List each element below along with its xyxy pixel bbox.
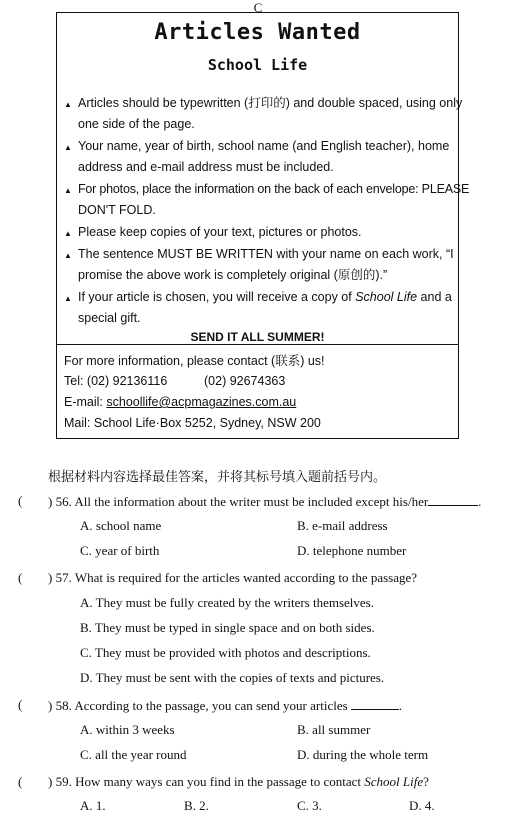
question-text: 59. How many ways can you find in the passage to contact <box>55 774 365 789</box>
option-d[interactable]: D. during the whole term <box>297 747 429 762</box>
mail-address-line: Mail: School Life·Box 5252, Sydney, NSW 200 <box>64 416 321 430</box>
answer-paren-open: ( <box>18 774 23 789</box>
triangle-bullet-icon: ▲ <box>64 100 72 109</box>
section-letter: C <box>253 0 263 15</box>
rule-line: one side of the page. <box>78 117 195 131</box>
triangle-bullet-icon: ▲ <box>64 294 72 303</box>
answer-blank[interactable] <box>428 493 478 506</box>
option-a[interactable]: A. school name <box>80 518 162 533</box>
question-56 <box>48 493 481 510</box>
notice-divider <box>56 344 459 345</box>
email-line <box>64 395 296 409</box>
rule-text: If your article is chosen, you will receive a copy of <box>78 290 356 304</box>
option-c[interactable]: C. They must be provided with photos and descriptions. <box>80 645 371 660</box>
question-text: 57. What is required for the articles wanted according to the passage? <box>55 570 418 585</box>
notice-title: Articles Wanted <box>154 20 361 45</box>
rule-line: address and e-mail address must be included. <box>78 160 334 174</box>
option-c[interactable]: C. all the year round <box>80 747 187 762</box>
option-c[interactable]: C. year of birth <box>80 543 160 558</box>
triangle-bullet-icon: ▲ <box>64 251 72 260</box>
question-trail: . <box>398 698 403 713</box>
option-b[interactable]: B. They must be typed in single space and on both sides. <box>80 620 375 635</box>
triangle-bullet-icon: ▲ <box>64 229 72 238</box>
answer-blank[interactable] <box>351 697 399 710</box>
rule-line: Articles should be typewritten (打印的) and double spaced, using only <box>78 96 463 110</box>
question-57 <box>48 570 417 586</box>
triangle-bullet-icon: ▲ <box>64 186 72 195</box>
option-b[interactable]: B. 2. <box>184 798 209 813</box>
telephone-line-2: (02) 92674363 <box>204 374 286 388</box>
answer-paren-open: ( <box>18 697 23 712</box>
option-d[interactable]: D. They must be sent with the copies of texts and pictures. <box>80 670 385 685</box>
option-b[interactable]: B. e-mail address <box>297 518 388 533</box>
rule-line: For photos, place the information on the back of each envelope: PLEASE <box>78 182 470 196</box>
question-text: 56. All the information about the writer must be included except his/her <box>55 494 429 509</box>
rule-line: Your name, year of birth, school name (and English teacher), home <box>78 139 450 153</box>
rule-line: Please keep copies of your text, pictures or photos. <box>78 225 362 239</box>
answer-paren-open: ( <box>18 493 23 508</box>
question-text: 58. According to the passage, you can send your articles <box>55 698 348 713</box>
notice-subtitle: School Life <box>207 56 308 74</box>
option-b[interactable]: B. all summer <box>297 722 371 737</box>
telephone-line-1: Tel: (02) 92136116 <box>64 374 168 388</box>
triangle-bullet-icon: ▲ <box>64 143 72 152</box>
question-59 <box>48 774 429 790</box>
rule-line: promise the above work is completely original (原创的).” <box>78 268 388 282</box>
instruction-text: 根据材料内容选择最佳答案，并将其标号填入题前括号内。 <box>48 469 387 484</box>
rule-text: and a <box>417 290 452 304</box>
option-d[interactable]: D. 4. <box>409 798 435 813</box>
email-label: E-mail: <box>64 395 107 409</box>
answer-paren-close: ) <box>48 774 53 789</box>
question-trail: . <box>478 494 482 509</box>
question-trail: ? <box>423 774 429 789</box>
option-a[interactable]: A. They must be fully created by the writers themselves. <box>80 595 374 610</box>
rule-line: The sentence MUST BE WRITTEN with your name on each work, “I <box>78 247 454 261</box>
send-all-summer-banner: SEND IT ALL SUMMER! <box>190 330 325 344</box>
magazine-name: School Life <box>355 290 418 304</box>
rule-line: DON'T FOLD. <box>78 203 156 217</box>
question-58 <box>48 697 402 714</box>
answer-paren-close: ) <box>48 698 53 713</box>
option-a[interactable]: A. within 3 weeks <box>80 722 175 737</box>
rule-line: special gift. <box>78 311 141 325</box>
answer-paren-open: ( <box>18 570 23 585</box>
option-d[interactable]: D. telephone number <box>297 543 407 558</box>
answer-paren-close: ) <box>48 494 53 509</box>
rule-line <box>78 287 452 309</box>
option-c[interactable]: C. 3. <box>297 798 322 813</box>
magazine-name: School Life <box>364 774 424 789</box>
answer-paren-close: ) <box>48 570 53 585</box>
option-a[interactable]: A. 1. <box>80 798 106 813</box>
contact-info-line: For more information, please contact (联系) us! <box>64 354 325 368</box>
email-link[interactable]: schoollife@acpmagazines.com.au <box>106 395 297 409</box>
